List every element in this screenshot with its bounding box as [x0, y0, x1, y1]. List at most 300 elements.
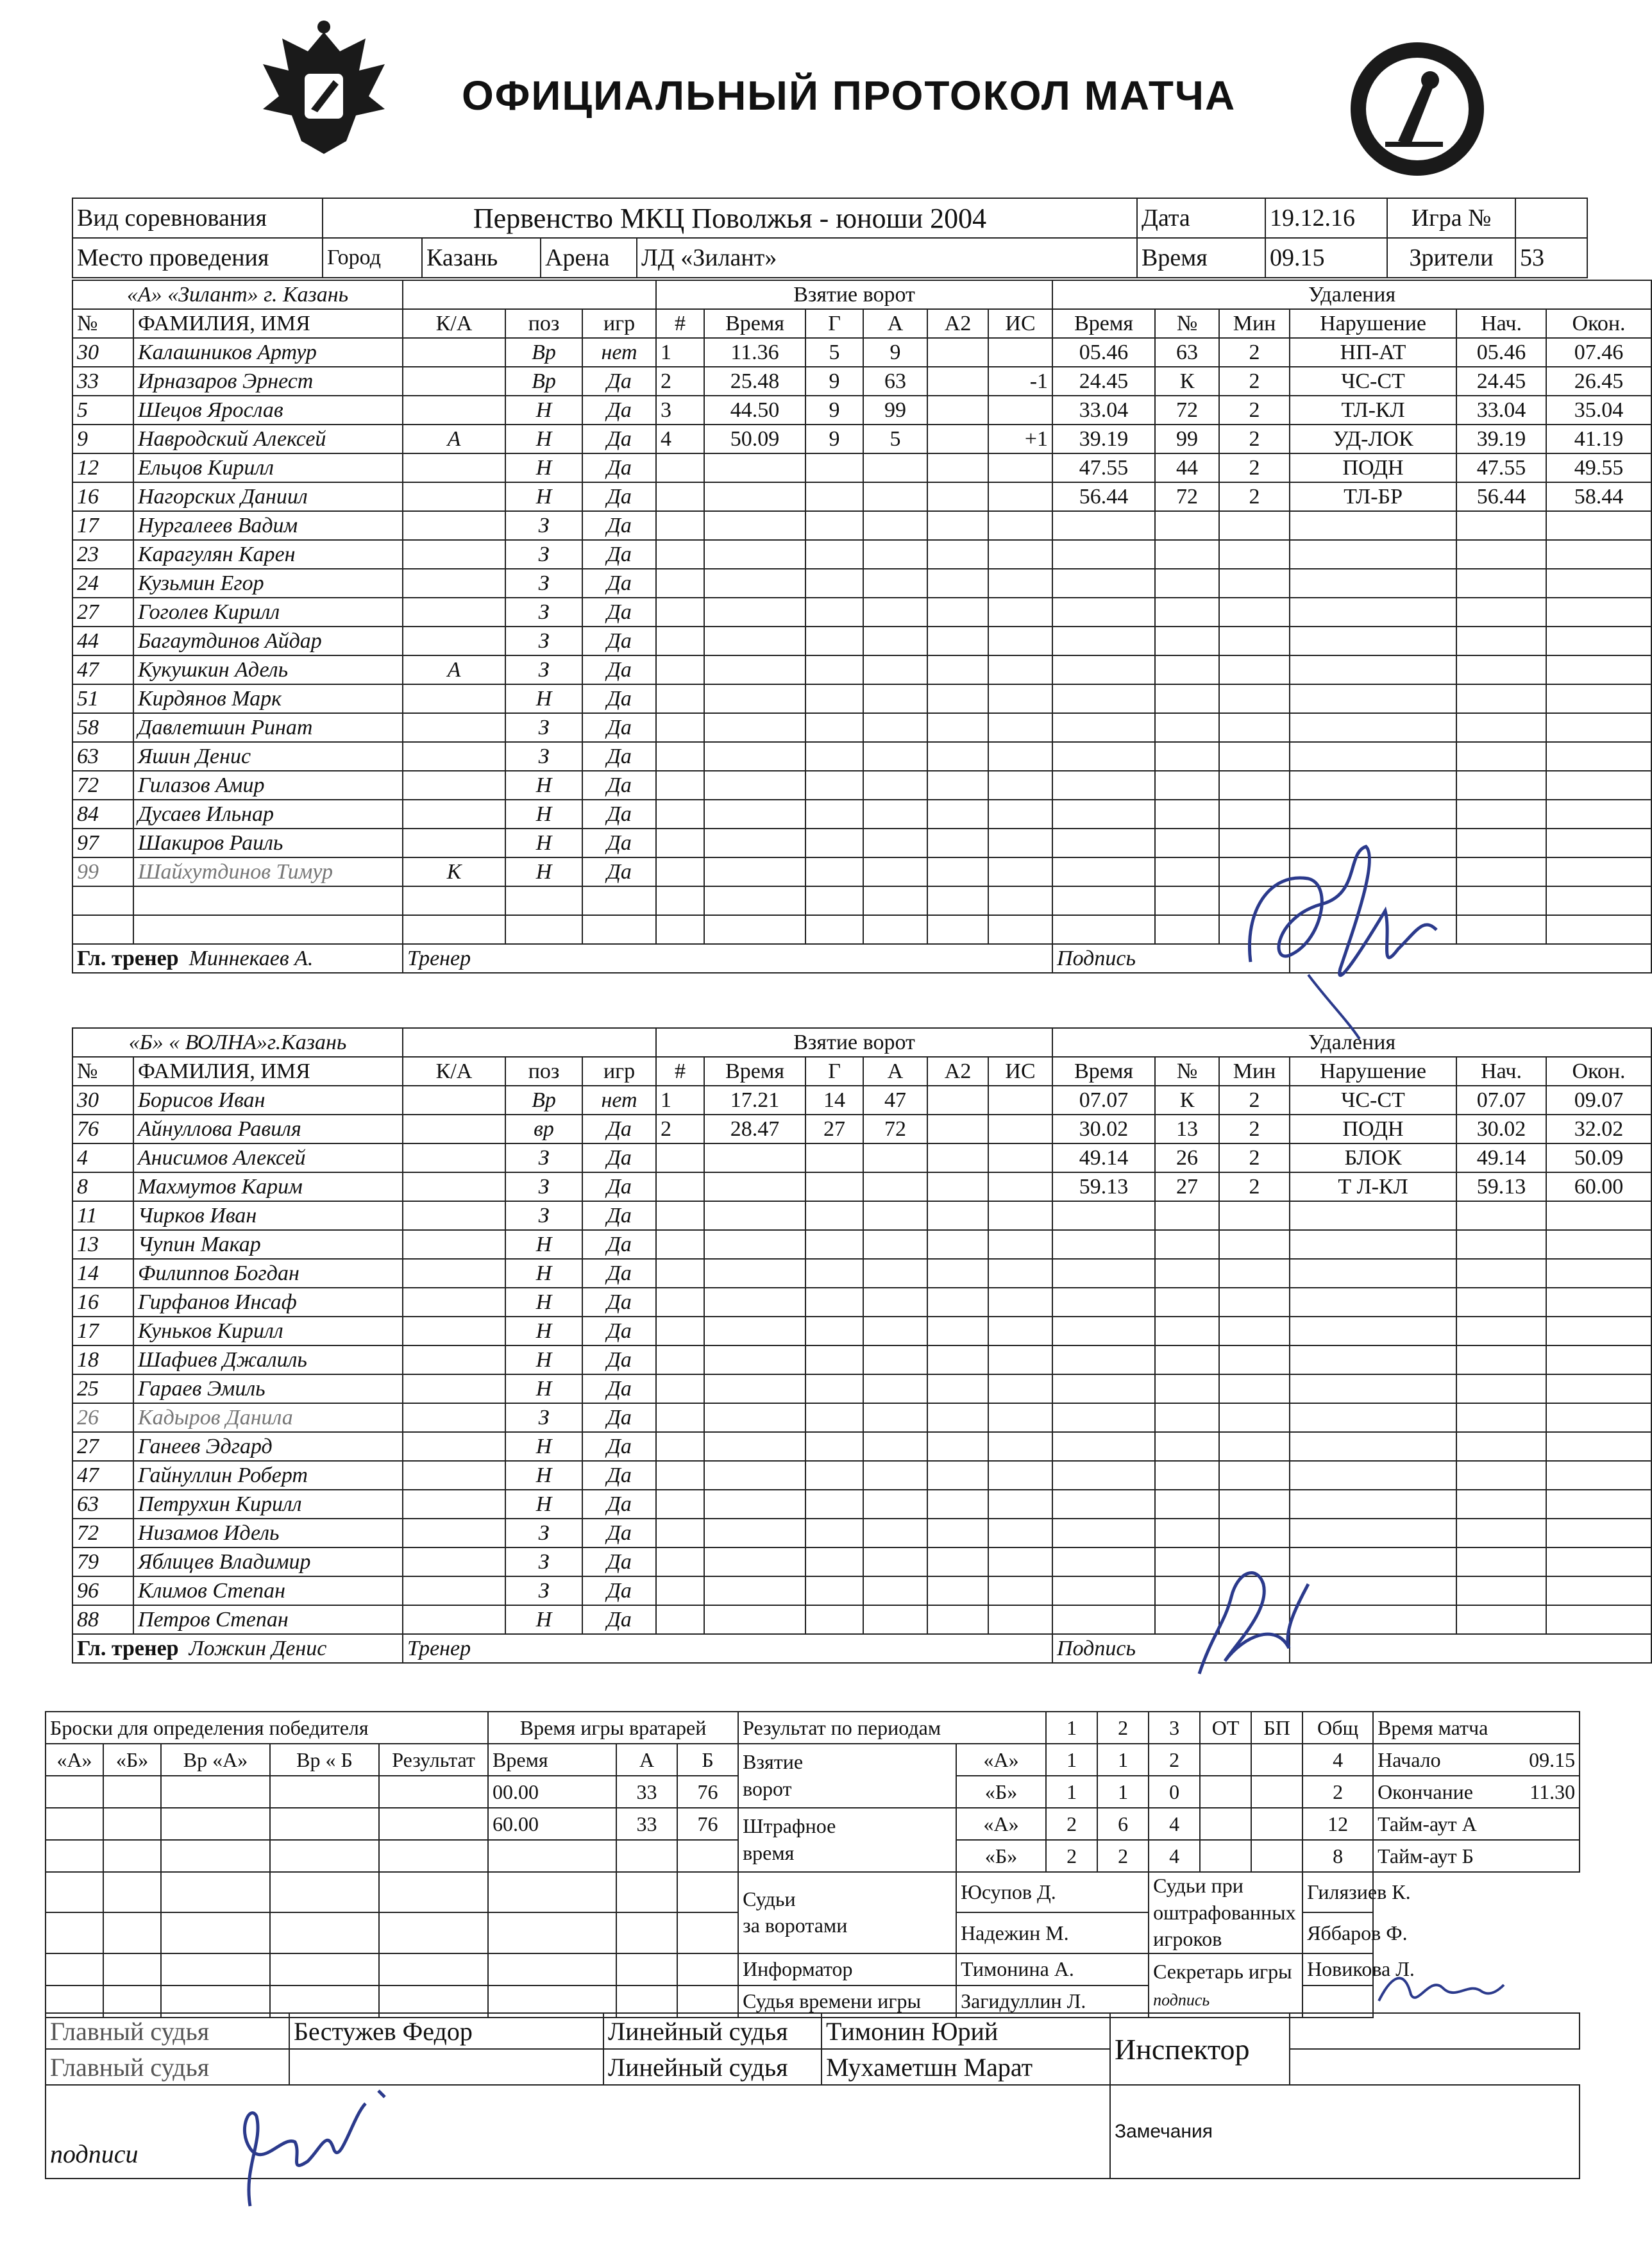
empty-cell	[1546, 1461, 1651, 1490]
empty-cell	[656, 1432, 704, 1461]
arena-label: Арена	[541, 238, 637, 278]
player-captain: К	[403, 857, 505, 886]
empty-cell	[656, 1317, 704, 1345]
player-played: Да	[582, 1172, 656, 1201]
player-played: Да	[582, 1259, 656, 1288]
player-name: Ельцов Кирилл	[133, 453, 403, 482]
empty-cell	[1290, 540, 1456, 569]
empty-cell	[1456, 829, 1546, 857]
col-played: игр	[582, 309, 656, 338]
empty-cell	[1155, 1230, 1219, 1259]
player-position: З	[505, 1201, 582, 1230]
player-number: 97	[72, 829, 133, 857]
empty-cell	[1052, 540, 1155, 569]
empty-cell	[805, 1317, 863, 1345]
empty-cell	[656, 713, 704, 742]
player-number: 5	[72, 396, 133, 425]
empty-cell	[1052, 1374, 1155, 1403]
empty-cell	[1456, 857, 1546, 886]
coach-cell	[403, 944, 1052, 973]
goal-scorer: 9	[805, 367, 863, 396]
empty-cell	[988, 1259, 1052, 1288]
empty-cell	[863, 540, 927, 569]
player-captain	[403, 1490, 505, 1519]
empty-cell	[863, 1461, 927, 1490]
pim-row-label: Штрафное время	[738, 1808, 956, 1872]
player-captain	[403, 1143, 505, 1172]
player-number: 18	[72, 1345, 133, 1374]
player-captain	[403, 396, 505, 425]
date-label: Дата	[1137, 198, 1265, 238]
empty-cell	[988, 482, 1052, 511]
empty-cell	[863, 829, 927, 857]
empty-cell	[1290, 1374, 1456, 1403]
empty-cell	[1290, 569, 1456, 598]
goal-time: 11.36	[704, 338, 805, 367]
empty-cell	[1546, 1288, 1651, 1317]
empty-cell	[1155, 1374, 1219, 1403]
empty-cell	[1546, 511, 1651, 540]
player-name: Шецов Ярослав	[133, 396, 403, 425]
empty-cell	[656, 1576, 704, 1605]
player-played: Да	[582, 829, 656, 857]
empty-cell	[656, 1172, 704, 1201]
informer-label: Информатор	[738, 1953, 956, 1985]
player-name: Петров Степан	[133, 1605, 403, 1634]
table-row	[72, 598, 1651, 627]
empty-cell	[704, 1172, 805, 1201]
penalty-start: 07.07	[1456, 1086, 1546, 1115]
player-name: Карагулян Карен	[133, 540, 403, 569]
table-row	[72, 453, 1651, 482]
empty-cell	[805, 569, 863, 598]
table-row	[72, 1432, 1651, 1461]
pim-a-p2: 6	[1097, 1808, 1149, 1840]
empty-cell	[1456, 1317, 1546, 1345]
player-position: Н	[505, 453, 582, 482]
penalty-time: 56.44	[1052, 482, 1155, 511]
player-name: Анисимов Алексей	[133, 1143, 403, 1172]
player-number	[72, 915, 133, 944]
empty-cell	[1155, 857, 1219, 886]
empty-cell	[927, 569, 988, 598]
empty-cell	[805, 915, 863, 944]
player-name: Калашников Артур	[133, 338, 403, 367]
empty-cell	[927, 684, 988, 713]
empty-cell	[1290, 655, 1456, 684]
empty-cell	[656, 482, 704, 511]
player-played: Да	[582, 1519, 656, 1547]
empty-cell	[805, 598, 863, 627]
inspector-value	[1290, 2013, 1580, 2049]
table-row	[72, 1230, 1651, 1259]
empty-cell	[805, 857, 863, 886]
head-coach-name: Миннекаев А.	[189, 946, 314, 970]
empty-cell	[1155, 829, 1219, 857]
player-position: Н	[505, 684, 582, 713]
empty-cell	[927, 1259, 988, 1288]
player-name: Гирфанов Инсаф	[133, 1288, 403, 1317]
empty-cell	[656, 1345, 704, 1374]
empty-cell	[1456, 1605, 1546, 1634]
empty-cell	[805, 1547, 863, 1576]
player-played: нет	[582, 1086, 656, 1115]
goal-scorer: 9	[805, 396, 863, 425]
penalty-violation: УД-ЛОК	[1290, 425, 1456, 453]
head-coach-cell	[72, 1634, 403, 1663]
empty-cell	[1456, 742, 1546, 771]
player-played: Да	[582, 1201, 656, 1230]
col-goal-scorer: Г	[805, 309, 863, 338]
goal-assist: 99	[863, 396, 927, 425]
player-name: Гараев Эмиль	[133, 1374, 403, 1403]
empty-cell	[656, 1230, 704, 1259]
goals-a-total: 4	[1302, 1744, 1373, 1776]
empty-cell	[805, 1201, 863, 1230]
empty-cell	[1052, 1547, 1155, 1576]
empty-cell	[704, 1490, 805, 1519]
empty-cell	[704, 511, 805, 540]
player-captain	[403, 1086, 505, 1115]
empty-cell	[863, 1490, 927, 1519]
empty-cell	[1290, 1432, 1456, 1461]
empty-cell	[863, 800, 927, 829]
player-captain	[403, 540, 505, 569]
player-name: Кадыров Данила	[133, 1403, 403, 1432]
player-position: З	[505, 742, 582, 771]
goal-time: 44.50	[704, 396, 805, 425]
empty-cell	[805, 1403, 863, 1432]
empty-cell	[927, 453, 988, 482]
player-captain	[403, 1403, 505, 1432]
empty-cell	[927, 1403, 988, 1432]
goals-team-a-label: «А»	[956, 1744, 1046, 1776]
empty-cell	[805, 482, 863, 511]
empty-cell	[1456, 886, 1546, 915]
empty-cell	[863, 1605, 927, 1634]
penalty-violation: ТЛ-КЛ	[1290, 396, 1456, 425]
penalty-start: 24.45	[1456, 367, 1546, 396]
player-position: Н	[505, 800, 582, 829]
empty-cell	[927, 1576, 988, 1605]
penalty-time: 59.13	[1052, 1172, 1155, 1201]
table-row	[72, 1172, 1651, 1201]
table-row	[72, 1288, 1651, 1317]
empty-cell	[988, 886, 1052, 915]
empty-cell	[1052, 569, 1155, 598]
player-name: Дусаев Ильнар	[133, 800, 403, 829]
player-name	[133, 915, 403, 944]
penalty-judge-1: Гилязиев К.	[1302, 1872, 1373, 1912]
empty-cell	[927, 829, 988, 857]
penalty-time: 24.45	[1052, 367, 1155, 396]
match-start-cell: Начало 09.15	[1373, 1744, 1580, 1776]
col-pen-end: Окон.	[1546, 309, 1651, 338]
penalty-minutes: 2	[1219, 1115, 1290, 1143]
empty-cell	[927, 886, 988, 915]
empty-cell	[1546, 684, 1651, 713]
player-name: Куньков Кирилл	[133, 1317, 403, 1345]
player-captain	[403, 598, 505, 627]
empty-cell	[863, 655, 927, 684]
gk-col-time: Время	[488, 1744, 616, 1776]
player-number: 25	[72, 1374, 133, 1403]
empty-cell	[863, 1317, 927, 1345]
empty-cell	[1219, 655, 1290, 684]
penalty-end: 35.04	[1546, 396, 1651, 425]
col-name: ФАМИЛИЯ, ИМЯ	[133, 1057, 403, 1086]
player-number: 17	[72, 511, 133, 540]
empty-cell	[656, 1605, 704, 1634]
empty-cell	[1456, 655, 1546, 684]
linesman-1: Тимонин Юрий	[822, 2013, 1110, 2049]
table-row	[72, 1115, 1651, 1143]
player-position: вр	[505, 1115, 582, 1143]
empty-cell	[656, 1201, 704, 1230]
goal-assist2	[927, 396, 988, 425]
player-captain	[403, 1288, 505, 1317]
col-pen-viol: Нарушение	[1290, 1057, 1456, 1086]
empty-cell	[1546, 540, 1651, 569]
empty-cell	[805, 713, 863, 742]
empty-cell	[927, 1605, 988, 1634]
head-coach-name: Ложкин Денис	[189, 1636, 327, 1660]
empty-cell	[1219, 511, 1290, 540]
empty-cell	[704, 1259, 805, 1288]
linesman-label-1: Линейный судья	[603, 2013, 822, 2049]
empty-cell	[805, 1461, 863, 1490]
col-pen-time: Время	[1052, 309, 1155, 338]
player-position: Н	[505, 1605, 582, 1634]
table-row	[72, 1576, 1651, 1605]
referee-label-1: Главный судья	[46, 2013, 289, 2049]
empty-cell	[1155, 655, 1219, 684]
goal-assist2	[927, 1115, 988, 1143]
empty-cell	[1219, 627, 1290, 655]
player-name: Климов Степан	[133, 1576, 403, 1605]
empty-cell	[1456, 1288, 1546, 1317]
table-row	[72, 1490, 1651, 1519]
referee-1: Бестужев Федор	[289, 2013, 603, 2049]
player-number: 26	[72, 1403, 133, 1432]
penalty-violation: БЛОК	[1290, 1143, 1456, 1172]
player-played: Да	[582, 627, 656, 655]
referee-signature	[224, 2078, 404, 2213]
goal-number: 2	[656, 1115, 704, 1143]
goal-number: 2	[656, 367, 704, 396]
empty-cell	[805, 800, 863, 829]
goal-number: 1	[656, 1086, 704, 1115]
empty-cell	[863, 1172, 927, 1201]
empty-cell	[1456, 1432, 1546, 1461]
col-ka: К/А	[403, 309, 505, 338]
pim-a-total: 12	[1302, 1808, 1373, 1840]
empty-cell	[1290, 1288, 1456, 1317]
empty-cell	[704, 1374, 805, 1403]
player-number: 16	[72, 482, 133, 511]
player-number: 63	[72, 742, 133, 771]
empty-cell	[988, 1576, 1052, 1605]
empty-cell	[1052, 829, 1155, 857]
empty-cell	[656, 453, 704, 482]
secretary-value: Новикова Л.	[1302, 1953, 1373, 1985]
goals-b-bp	[1251, 1776, 1302, 1808]
empty-cell	[988, 540, 1052, 569]
player-name: Нургалеев Вадим	[133, 511, 403, 540]
empty-cell	[988, 1374, 1052, 1403]
player-position: Н	[505, 829, 582, 857]
empty-cell	[1456, 771, 1546, 800]
empty-cell	[988, 829, 1052, 857]
penalty-end: 50.09	[1546, 1143, 1651, 1172]
empty-cell	[805, 511, 863, 540]
penalty-end: 09.07	[1546, 1086, 1651, 1115]
empty-cell	[1456, 915, 1546, 944]
player-position: Н	[505, 396, 582, 425]
player-number: 14	[72, 1259, 133, 1288]
empty-cell	[704, 1519, 805, 1547]
col-pen-min: Мин	[1219, 309, 1290, 338]
empty-cell	[805, 1519, 863, 1547]
empty-cell	[1546, 713, 1651, 742]
player-name: Чупин Макар	[133, 1230, 403, 1259]
player-number: 99	[72, 857, 133, 886]
player-captain	[403, 915, 505, 944]
gk-row-2-time: 60.00	[488, 1808, 616, 1840]
player-played: Да	[582, 713, 656, 742]
empty-cell	[1546, 886, 1651, 915]
player-played: Да	[582, 655, 656, 684]
player-captain	[403, 511, 505, 540]
inspector-label: Инспектор	[1110, 2013, 1290, 2085]
empty-cell	[656, 569, 704, 598]
signature-cell	[1290, 1634, 1651, 1663]
table-row	[72, 800, 1651, 829]
player-number: 23	[72, 540, 133, 569]
empty-cell	[656, 511, 704, 540]
goal-strength	[988, 338, 1052, 367]
gk-col-a: А	[616, 1744, 677, 1776]
col-goal-num: #	[656, 309, 704, 338]
empty-cell	[1155, 713, 1219, 742]
empty-cell	[704, 829, 805, 857]
empty-cell	[1290, 511, 1456, 540]
empty-cell	[1546, 1403, 1651, 1432]
empty-cell	[656, 627, 704, 655]
goal-strength	[988, 1115, 1052, 1143]
empty-cell	[1052, 627, 1155, 655]
table-row	[72, 1605, 1651, 1634]
empty-cell	[988, 1230, 1052, 1259]
player-number: 16	[72, 1288, 133, 1317]
player-captain	[403, 1115, 505, 1143]
goals-b-p2: 1	[1097, 1776, 1149, 1808]
player-name: Навродский Алексей	[133, 425, 403, 453]
empty-cell	[1456, 1403, 1546, 1432]
table-row	[72, 1201, 1651, 1230]
empty-cell	[1290, 1201, 1456, 1230]
empty-cell	[1290, 684, 1456, 713]
linesman-2: Мухаметшн Марат	[822, 2049, 1110, 2085]
goal-scorer: 27	[805, 1115, 863, 1143]
penalty-start: 05.46	[1456, 338, 1546, 367]
player-played: Да	[582, 396, 656, 425]
penalty-minutes: 2	[1219, 367, 1290, 396]
match-end-cell: Окончание 11.30	[1373, 1776, 1580, 1808]
player-name: Айнуллова Равиля	[133, 1115, 403, 1143]
empty-cell	[1546, 1519, 1651, 1547]
player-captain	[403, 627, 505, 655]
spacer-cell	[403, 280, 656, 309]
penalty-time: 30.02	[1052, 1115, 1155, 1143]
col-goal-assist: А	[863, 309, 927, 338]
empty-cell	[927, 1547, 988, 1576]
timeout-a-cell: Тайм-аут А	[1373, 1808, 1580, 1840]
table-row	[72, 1519, 1651, 1547]
player-name: Давлетшин Ринат	[133, 713, 403, 742]
player-position: Вр	[505, 338, 582, 367]
empty-cell	[656, 655, 704, 684]
player-position: Н	[505, 1432, 582, 1461]
pim-b-ot	[1200, 1840, 1251, 1872]
player-position: З	[505, 598, 582, 627]
shootout-col-b: «Б»	[103, 1744, 161, 1776]
player-position: Вр	[505, 1086, 582, 1115]
col-num: №	[72, 309, 133, 338]
empty-cell	[704, 915, 805, 944]
pim-b-p3: 4	[1149, 1840, 1200, 1872]
goal-time: 50.09	[704, 425, 805, 453]
empty-cell	[1219, 1374, 1290, 1403]
player-position: З	[505, 627, 582, 655]
col-goal-scorer: Г	[805, 1057, 863, 1086]
player-number: 30	[72, 1086, 133, 1115]
empty-cell	[1290, 742, 1456, 771]
player-position: Н	[505, 1288, 582, 1317]
penalty-minutes: 2	[1219, 482, 1290, 511]
empty-cell	[927, 1374, 988, 1403]
player-name: Шафиев Джалиль	[133, 1345, 403, 1374]
empty-cell	[1052, 742, 1155, 771]
empty-cell	[927, 1143, 988, 1172]
player-name: Кукушкин Адель	[133, 655, 403, 684]
player-captain	[403, 1230, 505, 1259]
empty-cell	[863, 1403, 927, 1432]
penalty-end: 49.55	[1546, 453, 1651, 482]
empty-cell	[704, 1605, 805, 1634]
player-played: Да	[582, 857, 656, 886]
empty-cell	[704, 1576, 805, 1605]
empty-cell	[1456, 1576, 1546, 1605]
player-captain	[403, 829, 505, 857]
goals-b-p1: 1	[1046, 1776, 1097, 1808]
empty-cell	[1290, 1547, 1456, 1576]
player-played: Да	[582, 1403, 656, 1432]
penalty-violation: Т Л-КЛ	[1290, 1172, 1456, 1201]
player-position: Н	[505, 1345, 582, 1374]
empty-cell	[988, 1172, 1052, 1201]
goals-a-ot	[1200, 1744, 1251, 1776]
gk-col-b: Б	[677, 1744, 738, 1776]
empty-cell	[656, 1143, 704, 1172]
penalty-player: 63	[1155, 338, 1219, 367]
player-captain	[403, 800, 505, 829]
empty-cell	[1052, 1345, 1155, 1374]
player-number: 27	[72, 1432, 133, 1461]
col-pen-start: Нач.	[1456, 309, 1546, 338]
empty-cell	[656, 1288, 704, 1317]
goal-time: 28.47	[704, 1115, 805, 1143]
